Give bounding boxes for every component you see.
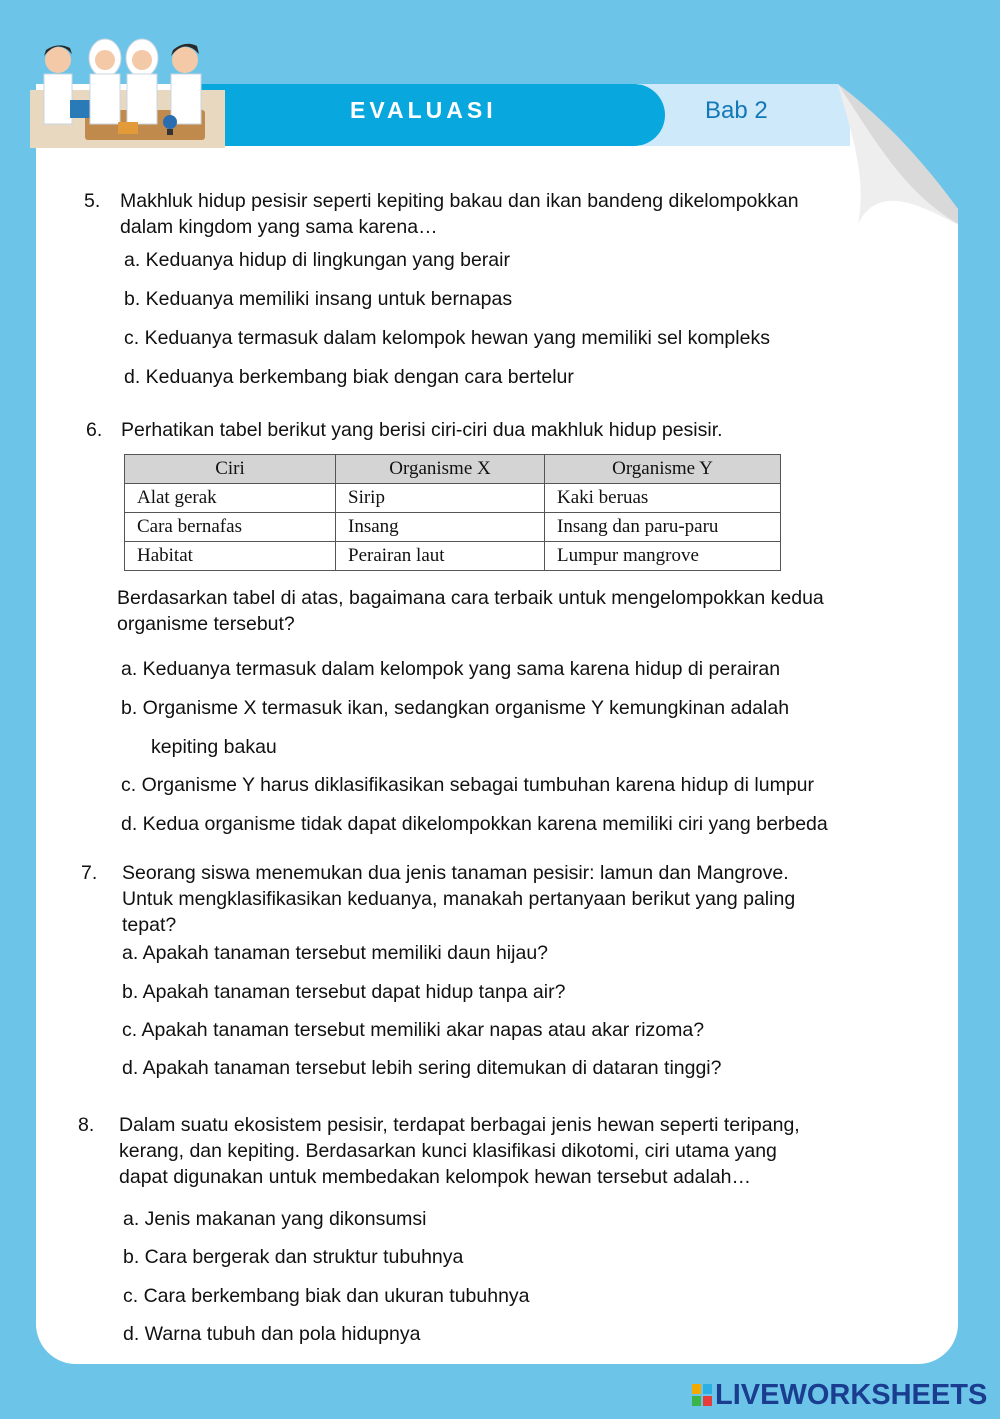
question-line: dapat digunakan untuk membedakan kelompok hewan tersebut adalah…	[119, 1166, 752, 1188]
answer-option-continued[interactable]: kepiting bakau	[151, 736, 277, 758]
question-line: Seorang siswa menemukan dua jenis tanaman pesisir: lamun dan Mangrove.	[122, 862, 789, 884]
question-text	[122, 860, 795, 938]
table-cell: Perairan laut	[336, 542, 545, 571]
question-line: Dalam suatu ekosistem pesisir, terdapat berbagai jenis hewan seperti teripang,	[119, 1114, 800, 1136]
answer-option[interactable]: d. Kedua organisme tidak dapat dikelompokkan karena memiliki ciri yang berbeda	[121, 813, 828, 835]
table-cell: Habitat	[125, 542, 336, 571]
answer-option[interactable]: c. Organisme Y harus diklasifikasikan sebagai tumbuhan karena hidup di lumpur	[121, 774, 815, 796]
students-illustration	[30, 30, 225, 148]
table-cell: Cara bernafas	[125, 513, 336, 542]
table-row	[125, 513, 781, 542]
question-line: Makhluk hidup pesisir seperti kepiting bakau dan ikan bandeng dikelompokkan	[120, 190, 799, 212]
chapter-label: Bab 2	[705, 97, 768, 124]
answer-option[interactable]: c. Cara berkembang biak dan ukuran tubuhnya	[123, 1285, 530, 1307]
question-line: dalam kingdom yang sama karena…	[120, 216, 438, 238]
question-number: 8.	[78, 1114, 95, 1136]
answer-option[interactable]: d. Apakah tanaman tersebut lebih sering ditemukan di dataran tinggi?	[122, 1057, 722, 1079]
table-header: Ciri	[125, 455, 336, 484]
answer-option[interactable]: b. Cara bergerak dan struktur tubuhnya	[123, 1246, 464, 1268]
table-header: Organisme Y	[545, 455, 781, 484]
question-text	[121, 417, 723, 443]
page-title: EVALUASI	[350, 97, 497, 123]
table-cell: Alat gerak	[125, 484, 336, 513]
table-cell: Insang	[336, 513, 545, 542]
table-header-row	[125, 455, 781, 484]
question-line: Perhatikan tabel berikut yang berisi ciri-ciri dua makhluk hidup pesisir.	[121, 419, 723, 441]
table-row	[125, 484, 781, 513]
liveworksheets-logo[interactable]	[692, 1379, 987, 1412]
answer-option[interactable]: a. Keduanya termasuk dalam kelompok yang sama karena hidup di perairan	[121, 658, 781, 680]
table-header: Organisme X	[336, 455, 545, 484]
table-cell: Insang dan paru-paru	[545, 513, 781, 542]
question-number: 6.	[86, 419, 103, 441]
answer-option[interactable]: d. Warna tubuh dan pola hidupnya	[123, 1323, 421, 1345]
question-line: kerang, dan kepiting. Berdasarkan kunci klasifikasi dikotomi, ciri utama yang	[119, 1140, 777, 1162]
answer-option[interactable]: a. Keduanya hidup di lingkungan yang berair	[124, 249, 510, 271]
answer-option[interactable]: a. Jenis makanan yang dikonsumsi	[123, 1208, 427, 1230]
answer-option[interactable]: b. Apakah tanaman tersebut dapat hidup tanpa air?	[122, 981, 566, 1003]
table-cell: Sirip	[336, 484, 545, 513]
characteristics-table	[124, 454, 781, 571]
table-cell: Lumpur mangrove	[545, 542, 781, 571]
answer-option[interactable]: c. Keduanya termasuk dalam kelompok hewan yang memiliki sel kompleks	[124, 327, 770, 349]
table-cell: Kaki beruas	[545, 484, 781, 513]
logo-text: LIVEWORKSHEETS	[715, 1379, 988, 1411]
question-number: 7.	[81, 862, 98, 884]
question-line: organisme tersebut?	[117, 613, 295, 635]
question-line: Berdasarkan tabel di atas, bagaimana cara terbaik untuk mengelompokkan kedua	[117, 587, 824, 609]
answer-option[interactable]: d. Keduanya berkembang biak dengan cara bertelur	[124, 366, 574, 388]
answer-option[interactable]: c. Apakah tanaman tersebut memiliki akar napas atau akar rizoma?	[122, 1019, 705, 1041]
answer-option[interactable]: b. Organisme X termasuk ikan, sedangkan organisme Y kemungkinan adalah	[121, 697, 790, 719]
page-curl-icon	[838, 84, 958, 224]
answer-option[interactable]: a. Apakah tanaman tersebut memiliki daun hijau?	[122, 942, 549, 964]
question-line: Untuk mengklasifikasikan keduanya, manakah pertanyaan berikut yang paling	[122, 888, 796, 910]
question-followup	[117, 585, 824, 637]
question-line: tepat?	[122, 914, 177, 936]
question-text	[120, 188, 799, 240]
table-row	[125, 542, 781, 571]
answer-option[interactable]: b. Keduanya memiliki insang untuk bernapas	[124, 288, 513, 310]
question-number: 5.	[84, 190, 101, 212]
question-text	[119, 1112, 800, 1190]
logo-icon	[692, 1384, 712, 1406]
